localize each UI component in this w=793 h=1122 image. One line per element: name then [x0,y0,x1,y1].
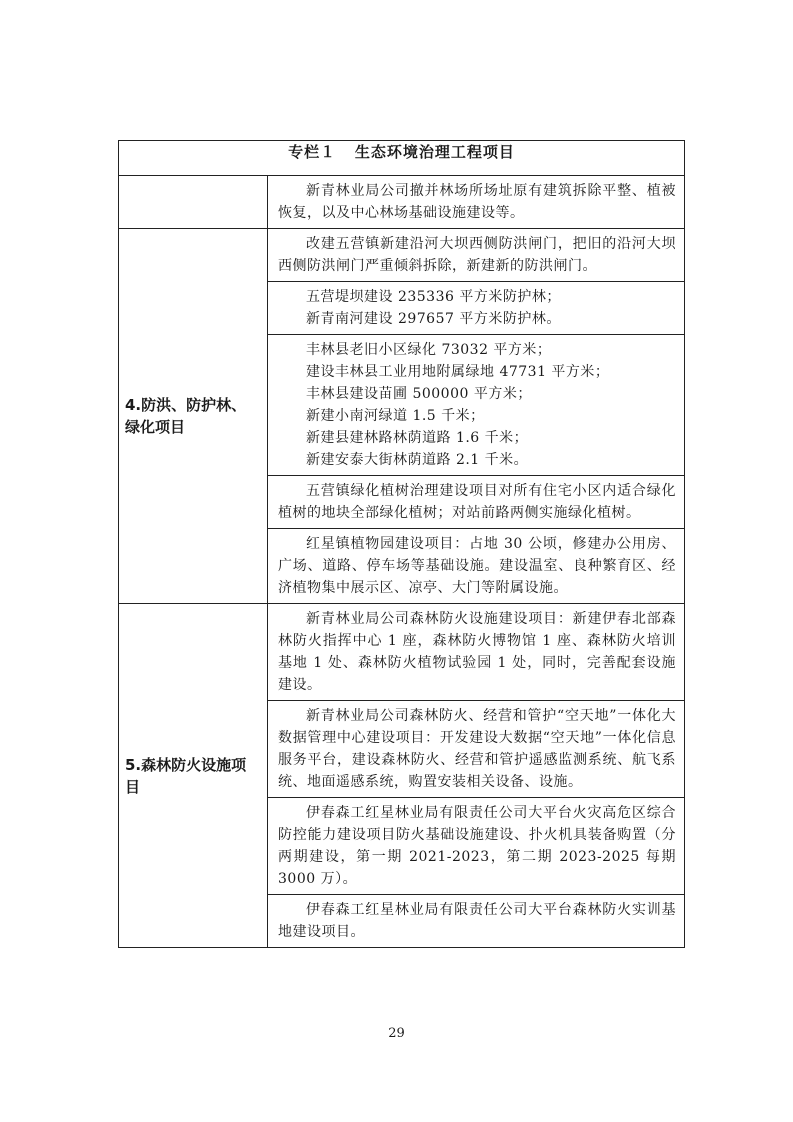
content-cell [268,701,685,798]
table-title-prefix: 专栏１ [288,143,337,161]
content-paragraph: 新青林业局公司森林防火、经营和管护“空天地”一体化大数据管理中心建设项目：开发建设大数据“空天地”一体化信息服务平台，建设森林防火、经营和管护遥感监测系统、航飞系统、地面遥感系统，购置安装相关设备、设施。 [278,708,677,790]
content-line: 五营堤坝建设 235336 平方米防护林； [306,289,561,305]
category-cell: 5.森林防火设施项目 [119,604,268,948]
category-cell: 4.防洪、防护林、绿化项目 [119,229,268,604]
page-number: 29 [388,1026,405,1041]
table-row [119,176,685,229]
content-cell [268,529,685,604]
content-paragraph: 红星镇植物园建设项目：占地 30 公顷，修建办公用房、广场、道路、停车场等基础设施。建设温室、良种繁育区、经济植物集中展示区、凉亭、大门等附属设施。 [278,536,677,596]
content-cell [268,895,685,948]
category-cell [119,176,268,229]
project-table [118,140,685,948]
table-row [119,604,685,701]
content-line: 丰林县建设苗圃 500000 平方米； [306,386,532,402]
content-line: 丰林县老旧小区绿化 73032 平方米； [306,342,552,358]
table-row [119,229,685,282]
table-title-row [119,141,685,176]
content-cell [268,335,685,476]
table-title [119,141,685,176]
content-cell [268,476,685,529]
table-title-text: 生态环境治理工程项目 [354,143,515,161]
content-cell [268,282,685,335]
content-cell [268,229,685,282]
content-line: 新建县建林路林荫道路 1.6 千米； [306,430,529,446]
content-paragraph: 伊春森工红星林业局有限责任公司大平台森林防火实训基地建设项目。 [278,902,677,940]
content-cell [268,176,685,229]
content-line: 新建安泰大街林荫道路 2.1 千米。 [306,452,529,468]
content-cell [268,798,685,895]
content-paragraph: 新青林业局公司森林防火设施建设项目：新建伊春北部森林防火指挥中心 1 座，森林防火博物馆 1 座、森林防火培训基地 1 处、森林防火植物试验园 1 处，同时，完善配套设施建设。 [278,611,677,693]
content-line: 新青南河建设 297657 平方米防护林。 [306,311,561,327]
content-paragraph: 新青林业局公司撤并林场所场址原有建筑拆除平整、植被恢复，以及中心林场基础设施建设等。 [278,183,677,221]
content-paragraph: 改建五营镇新建沿河大坝西侧防洪闸门，把旧的沿河大坝西侧防洪闸门严重倾斜拆除，新建新的防洪闸门。 [278,236,677,274]
content-cell [268,604,685,701]
content-line: 建设丰林县工业用地附属绿地 47731 平方米； [306,364,610,380]
content-paragraph: 五营镇绿化植树治理建设项目对所有住宅小区内适合绿化植树的地块全部绿化植树；对站前路两侧实施绿化植树。 [278,483,677,521]
content-paragraph: 伊春森工红星林业局有限责任公司大平台火灾高危区综合防控能力建设项目防火基础设施建设、扑火机具装备购置（分两期建设，第一期 2021-2023，第二期 2023-2025 每期 3000 万）。 [278,805,677,887]
content-line: 新建小南河绿道 1.5 千米； [306,408,485,424]
